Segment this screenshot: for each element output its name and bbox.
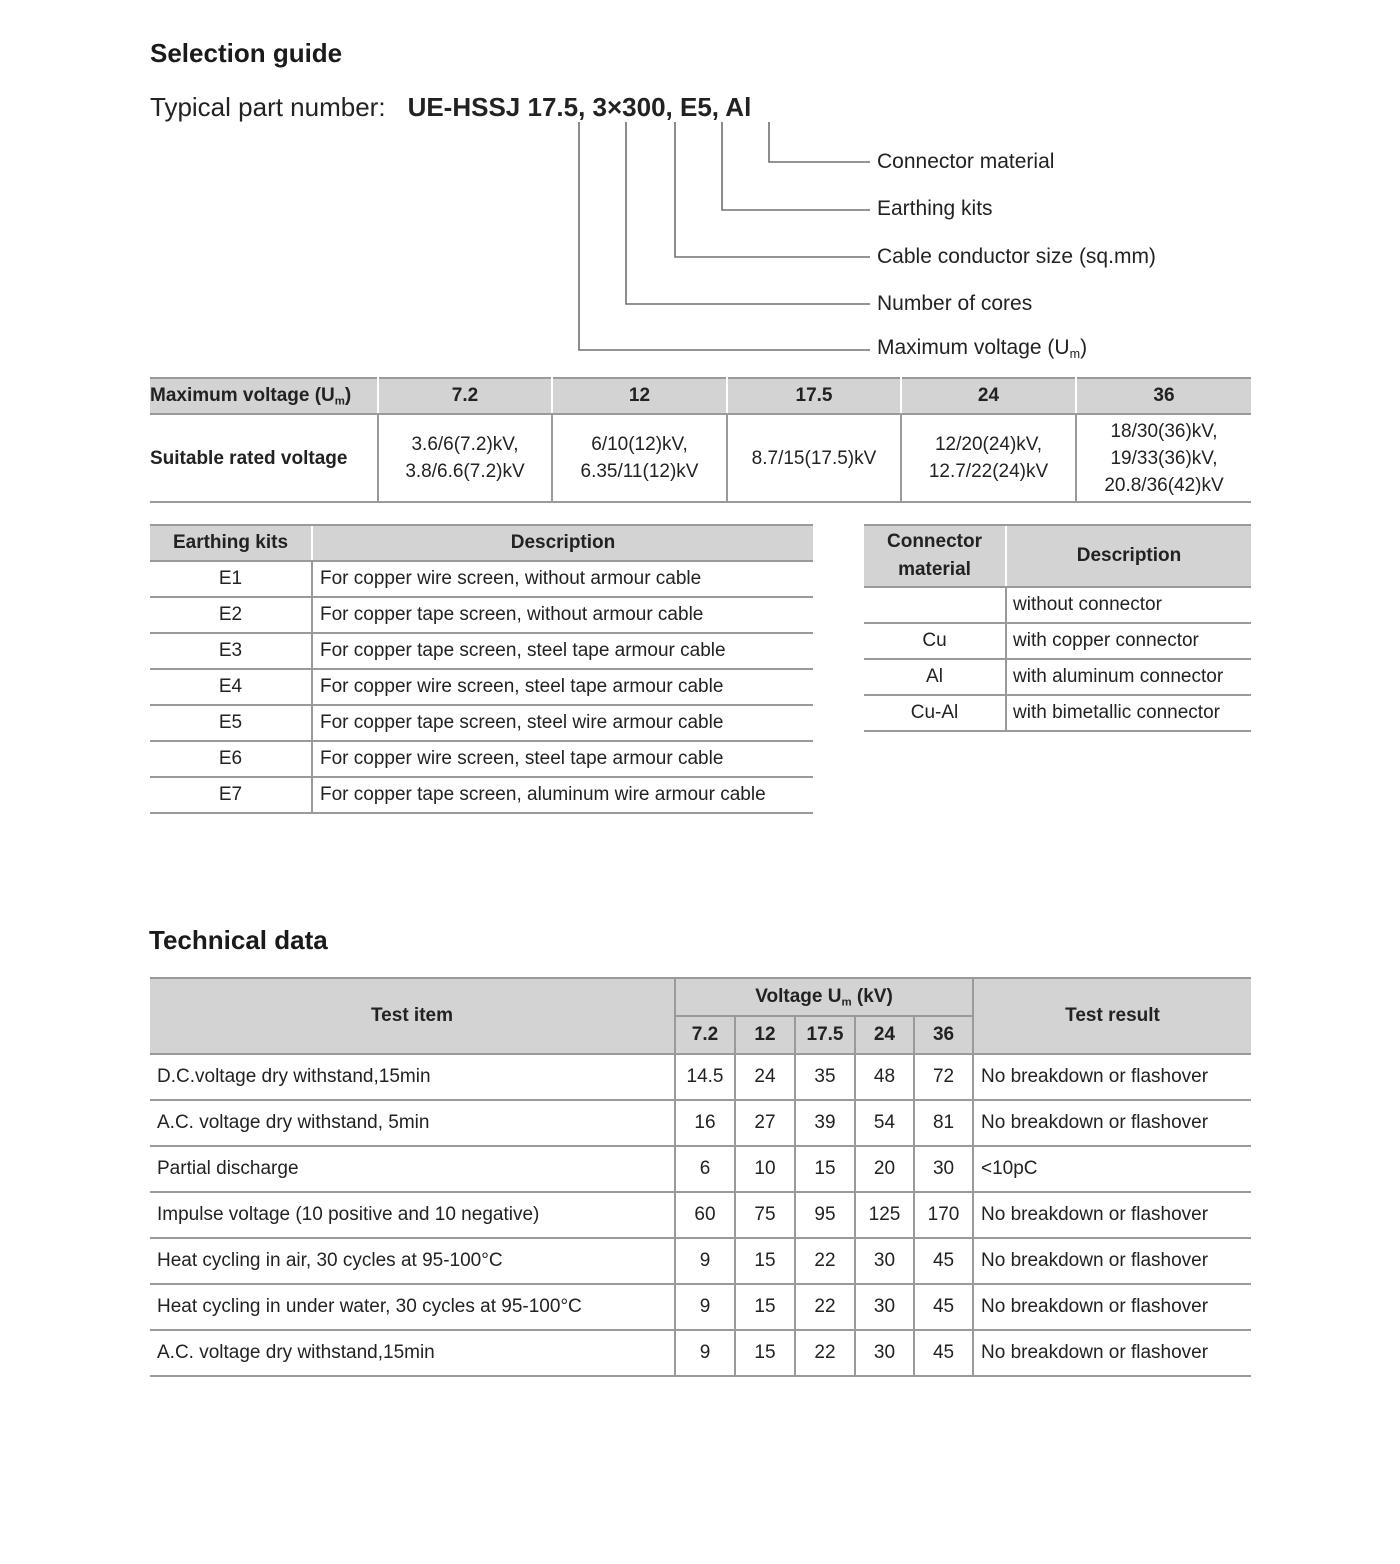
rated-voltage-cell: 6/10(12)kV, 6.35/11(12)kV <box>552 414 727 502</box>
test-value: 30 <box>855 1284 914 1330</box>
test-value: 27 <box>735 1100 795 1146</box>
test-value: 95 <box>795 1192 855 1238</box>
callout-connector-material: Connector material <box>877 150 1055 173</box>
test-value: 72 <box>914 1054 973 1100</box>
connector-code: Cu-Al <box>864 695 1006 731</box>
test-value: 9 <box>675 1330 735 1376</box>
voltage-col-header: 7.2 <box>378 378 552 414</box>
earthing-header-code: Earthing kits <box>150 525 312 561</box>
part-number-callout-lines <box>0 0 1400 370</box>
test-value: 6 <box>675 1146 735 1192</box>
table-row <box>150 597 813 633</box>
rated-voltage-cell: 3.6/6(7.2)kV, 3.8/6.6(7.2)kV <box>378 414 552 502</box>
connector-code <box>864 587 1006 623</box>
callout-line-earthing <box>722 122 870 210</box>
test-value: 45 <box>914 1330 973 1376</box>
test-value: 170 <box>914 1192 973 1238</box>
earthing-desc: For copper wire screen, steel tape armour cable <box>312 741 813 777</box>
earthing-desc: For copper tape screen, steel tape armour cable <box>312 633 813 669</box>
test-value: 81 <box>914 1100 973 1146</box>
test-value: 9 <box>675 1238 735 1284</box>
earthing-code: E1 <box>150 561 312 597</box>
test-result: No breakdown or flashover <box>973 1054 1251 1100</box>
earthing-desc: For copper tape screen, aluminum wire armour cable <box>312 777 813 813</box>
connector-header-desc: Description <box>1006 525 1251 587</box>
table-row <box>150 1238 1251 1284</box>
earthing-code: E7 <box>150 777 312 813</box>
test-value: 125 <box>855 1192 914 1238</box>
earthing-kits-table <box>150 524 813 814</box>
table-row <box>150 1100 1251 1146</box>
test-value: 30 <box>855 1330 914 1376</box>
voltage-col-header: 12 <box>552 378 727 414</box>
test-value: 45 <box>914 1284 973 1330</box>
voltage-col-header: 36 <box>1076 378 1251 414</box>
table-row <box>150 633 813 669</box>
table-row <box>150 1054 1251 1100</box>
tech-header-voltage: Voltage $U_m$ (kV) <box>675 978 973 1016</box>
table-row <box>150 741 813 777</box>
table-row <box>864 695 1251 731</box>
test-item: A.C. voltage dry withstand,15min <box>150 1330 675 1376</box>
test-value: 45 <box>914 1238 973 1284</box>
connector-code: Al <box>864 659 1006 695</box>
callout-line-cores <box>626 122 870 304</box>
test-value: 30 <box>855 1238 914 1284</box>
earthing-code: E6 <box>150 741 312 777</box>
test-value: 22 <box>795 1284 855 1330</box>
tech-voltage-col: 7.2 <box>675 1016 735 1054</box>
connector-code: Cu <box>864 623 1006 659</box>
table-row <box>150 561 813 597</box>
earthing-desc: For copper tape screen, without armour cable <box>312 597 813 633</box>
earthing-code: E4 <box>150 669 312 705</box>
test-value: 15 <box>735 1284 795 1330</box>
test-value: 15 <box>795 1146 855 1192</box>
test-value: 22 <box>795 1330 855 1376</box>
callout-conductor-size: Cable conductor size (sq.mm) <box>877 245 1156 268</box>
test-value: 48 <box>855 1054 914 1100</box>
table-row <box>864 659 1251 695</box>
test-result: No breakdown or flashover <box>973 1100 1251 1146</box>
test-value: 15 <box>735 1238 795 1284</box>
technical-data-table <box>150 977 1251 1377</box>
connector-desc: with aluminum connector <box>1006 659 1251 695</box>
table-row <box>150 669 813 705</box>
test-value: 16 <box>675 1100 735 1146</box>
earthing-desc: For copper wire screen, steel tape armour cable <box>312 669 813 705</box>
test-value: 60 <box>675 1192 735 1238</box>
test-item: Heat cycling in under water, 30 cycles at 95-100°C <box>150 1284 675 1330</box>
earthing-desc: For copper tape screen, steel wire armour cable <box>312 705 813 741</box>
rated-voltage-label: Suitable rated voltage <box>150 414 378 502</box>
voltage-col-header: 17.5 <box>727 378 901 414</box>
test-value: 9 <box>675 1284 735 1330</box>
test-item: Heat cycling in air, 30 cycles at 95-100°C <box>150 1238 675 1284</box>
technical-data-title: Technical data <box>149 925 328 955</box>
test-value: 35 <box>795 1054 855 1100</box>
voltage-table-header-label: Maximum voltage $(U_m)$ <box>150 378 378 414</box>
test-result: No breakdown or flashover <box>973 1330 1251 1376</box>
callout-line-size <box>675 122 870 257</box>
table-row <box>864 587 1251 623</box>
connector-desc: with copper connector <box>1006 623 1251 659</box>
rated-voltage-cell: 18/30(36)kV, 19/33(36)kV, 20.8/36(42)kV <box>1076 414 1251 502</box>
tech-voltage-col: 12 <box>735 1016 795 1054</box>
table-row <box>150 1146 1251 1192</box>
callout-line-connector <box>769 122 870 162</box>
test-item: D.C.voltage dry withstand,15min <box>150 1054 675 1100</box>
table-row <box>150 1330 1251 1376</box>
callout-line-voltage <box>579 122 870 350</box>
part-number-label: Typical part number: <box>150 92 386 122</box>
test-result: <10pC <box>973 1146 1251 1192</box>
tech-voltage-col: 24 <box>855 1016 914 1054</box>
callout-earthing-kits: Earthing kits <box>877 197 993 220</box>
connector-desc: without connector <box>1006 587 1251 623</box>
table-row <box>150 1284 1251 1330</box>
tech-header-result: Test result <box>973 978 1251 1054</box>
test-value: 10 <box>735 1146 795 1192</box>
test-item: Partial discharge <box>150 1146 675 1192</box>
test-item: Impulse voltage (10 positive and 10 negative) <box>150 1192 675 1238</box>
table-row <box>150 414 1251 502</box>
earthing-code: E2 <box>150 597 312 633</box>
test-value: 14.5 <box>675 1054 735 1100</box>
earthing-code: E5 <box>150 705 312 741</box>
test-value: 54 <box>855 1100 914 1146</box>
test-value: 24 <box>735 1054 795 1100</box>
test-value: 30 <box>914 1146 973 1192</box>
selection-guide-title: Selection guide <box>150 38 343 68</box>
connector-material-table <box>864 524 1251 732</box>
tech-voltage-col: 36 <box>914 1016 973 1054</box>
test-result: No breakdown or flashover <box>973 1238 1251 1284</box>
connector-desc: with bimetallic connector <box>1006 695 1251 731</box>
earthing-header-desc: Description <box>312 525 813 561</box>
earthing-desc: For copper wire screen, without armour cable <box>312 561 813 597</box>
test-value: 22 <box>795 1238 855 1284</box>
test-value: 15 <box>735 1330 795 1376</box>
earthing-code: E3 <box>150 633 312 669</box>
tech-voltage-col: 17.5 <box>795 1016 855 1054</box>
table-row <box>150 1192 1251 1238</box>
test-value: 20 <box>855 1146 914 1192</box>
voltage-table <box>150 377 1251 503</box>
table-row <box>864 623 1251 659</box>
table-row <box>150 777 813 813</box>
part-number-value: UE-HSSJ 17.5, 3×300, E5, Al <box>407 92 752 122</box>
callout-number-of-cores: Number of cores <box>877 292 1033 315</box>
rated-voltage-cell: 12/20(24)kV, 12.7/22(24)kV <box>901 414 1076 502</box>
test-item: A.C. voltage dry withstand, 5min <box>150 1100 675 1146</box>
voltage-col-header: 24 <box>901 378 1076 414</box>
connector-header-code: Connector material <box>864 525 1006 587</box>
rated-voltage-cell: 8.7/15(17.5)kV <box>727 414 901 502</box>
test-value: 75 <box>735 1192 795 1238</box>
callout-maximum-voltage: Maximum voltage $(U_m)$ <box>877 336 1088 361</box>
test-result: No breakdown or flashover <box>973 1192 1251 1238</box>
test-result: No breakdown or flashover <box>973 1284 1251 1330</box>
test-value: 39 <box>795 1100 855 1146</box>
table-row <box>150 705 813 741</box>
tech-header-item: Test item <box>150 978 675 1054</box>
